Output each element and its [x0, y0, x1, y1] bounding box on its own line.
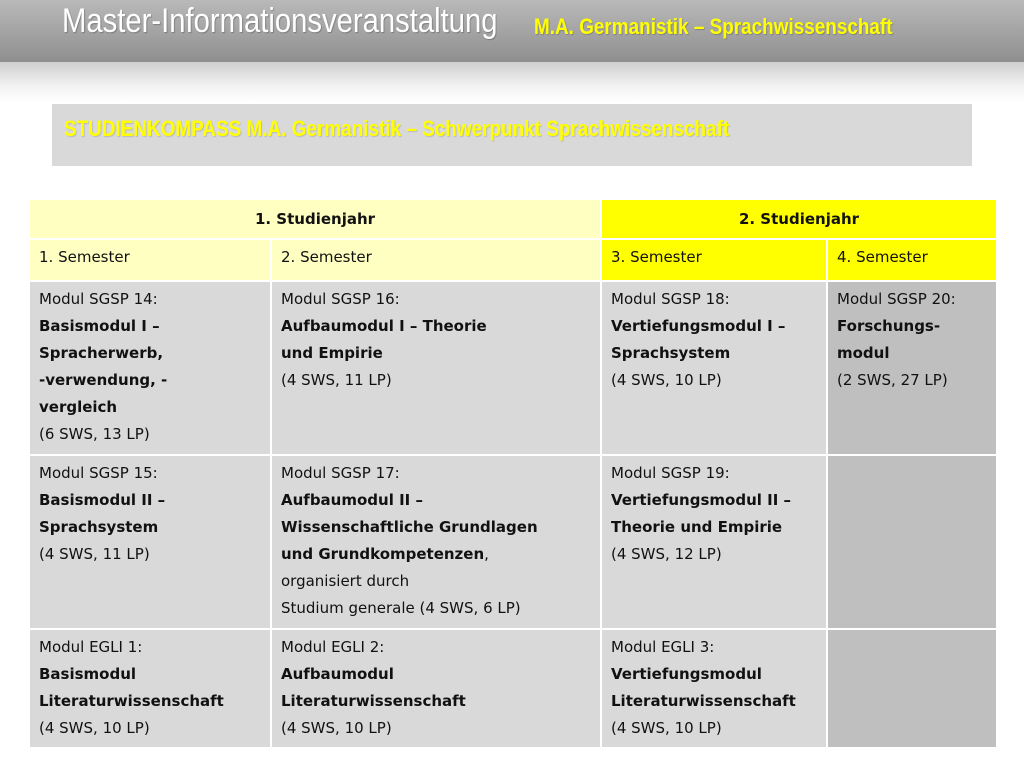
- module-detail-line: Studium generale (4 SWS, 6 LP): [281, 599, 521, 617]
- module-detail-line: (4 SWS, 10 LP): [611, 371, 722, 389]
- empty-cell: [827, 455, 997, 629]
- module-cell: [601, 455, 827, 629]
- module-detail-line: (4 SWS, 11 LP): [39, 545, 150, 563]
- module-name-line: Vertiefungsmodul I –: [611, 317, 786, 335]
- module-detail-line: (4 SWS, 12 LP): [611, 545, 722, 563]
- module-detail-line: (4 SWS, 11 LP): [281, 371, 392, 389]
- module-name-line: Basismodul I –: [39, 317, 160, 335]
- module-cell: [271, 455, 601, 629]
- module-row: [29, 629, 997, 748]
- studienkompass-banner: [52, 104, 972, 166]
- module-name-line: Vertiefungsmodul: [611, 665, 762, 683]
- module-cell: [271, 629, 601, 748]
- module-detail-line: organisiert durch: [281, 572, 410, 590]
- semester-header-row: [29, 239, 997, 281]
- module-name-line: Sprachsystem: [611, 344, 731, 362]
- header-shadow: [0, 62, 1024, 102]
- module-detail-line: (4 SWS, 10 LP): [39, 719, 150, 737]
- year-header-row: [29, 199, 997, 239]
- module-label: Modul SGSP 17:: [281, 464, 400, 482]
- module-cell: [827, 281, 997, 455]
- module-name-line: -verwendung, -: [39, 371, 168, 389]
- module-name-line: Theorie und Empirie: [611, 518, 783, 536]
- module-cell: [601, 629, 827, 748]
- semester-header-1: 1. Semester: [29, 239, 271, 281]
- module-name-line: Aufbaumodul I – Theorie: [281, 317, 487, 335]
- module-label: Modul SGSP 15:: [39, 464, 158, 482]
- studienkompass-title: STUDIENKOMPASS M.A. Germanistik – Schwerpunkt Sprachwissenschaft: [64, 116, 730, 141]
- module-name-suffix: ,: [484, 545, 489, 563]
- year-header-2: 2. Studienjahr: [601, 199, 997, 239]
- module-cell: [29, 629, 271, 748]
- module-detail-line: (2 SWS, 27 LP): [837, 371, 948, 389]
- module-name-line: Literaturwissenschaft: [611, 692, 796, 710]
- module-label: Modul EGLI 1:: [39, 638, 143, 656]
- module-name-line: Aufbaumodul II –: [281, 491, 423, 509]
- module-label: Modul EGLI 3:: [611, 638, 715, 656]
- year-header-1: 1. Studienjahr: [29, 199, 601, 239]
- module-name-line: Wissenschaftliche Grundlagen: [281, 518, 538, 536]
- module-cell: [29, 455, 271, 629]
- module-name-line: Aufbaumodul: [281, 665, 394, 683]
- module-name-line: Literaturwissenschaft: [281, 692, 466, 710]
- module-name-line: Sprachsystem: [39, 518, 159, 536]
- page-subtitle: M.A. Germanistik – Sprachwissenschaft: [534, 14, 893, 39]
- module-name-line: Literaturwissenschaft: [39, 692, 224, 710]
- module-detail-line: (4 SWS, 10 LP): [281, 719, 392, 737]
- module-name-line: modul: [837, 344, 890, 362]
- semester-header-3: 3. Semester: [601, 239, 827, 281]
- module-row: [29, 455, 997, 629]
- module-detail-line: (6 SWS, 13 LP): [39, 425, 150, 443]
- semester-header-2: 2. Semester: [271, 239, 601, 281]
- module-cell: [29, 281, 271, 455]
- study-plan-table: [28, 198, 998, 749]
- module-label: Modul SGSP 14:: [39, 290, 158, 308]
- module-name-line: [281, 541, 591, 568]
- module-name-line: vergleich: [39, 398, 118, 416]
- module-name-line: und Empirie: [281, 344, 383, 362]
- module-name-line: Basismodul: [39, 665, 137, 683]
- module-name-line: Vertiefungsmodul II –: [611, 491, 791, 509]
- module-row: [29, 281, 997, 455]
- module-detail-line: (4 SWS, 10 LP): [611, 719, 722, 737]
- module-label: Modul SGSP 16:: [281, 290, 400, 308]
- module-name-line: Forschungs-: [837, 317, 941, 335]
- empty-cell: [827, 629, 997, 748]
- semester-header-4: 4. Semester: [827, 239, 997, 281]
- module-label: Modul EGLI 2:: [281, 638, 385, 656]
- module-label: Modul SGSP 19:: [611, 464, 730, 482]
- page-title: Master-Informationsveranstaltung: [62, 2, 498, 40]
- module-name-line: Spracherwerb,: [39, 344, 164, 362]
- module-name-line: Basismodul II –: [39, 491, 166, 509]
- module-label: Modul SGSP 18:: [611, 290, 730, 308]
- module-cell: [271, 281, 601, 455]
- module-cell: [601, 281, 827, 455]
- module-label: Modul SGSP 20:: [837, 290, 956, 308]
- module-name-text: und Grundkompetenzen: [281, 545, 485, 563]
